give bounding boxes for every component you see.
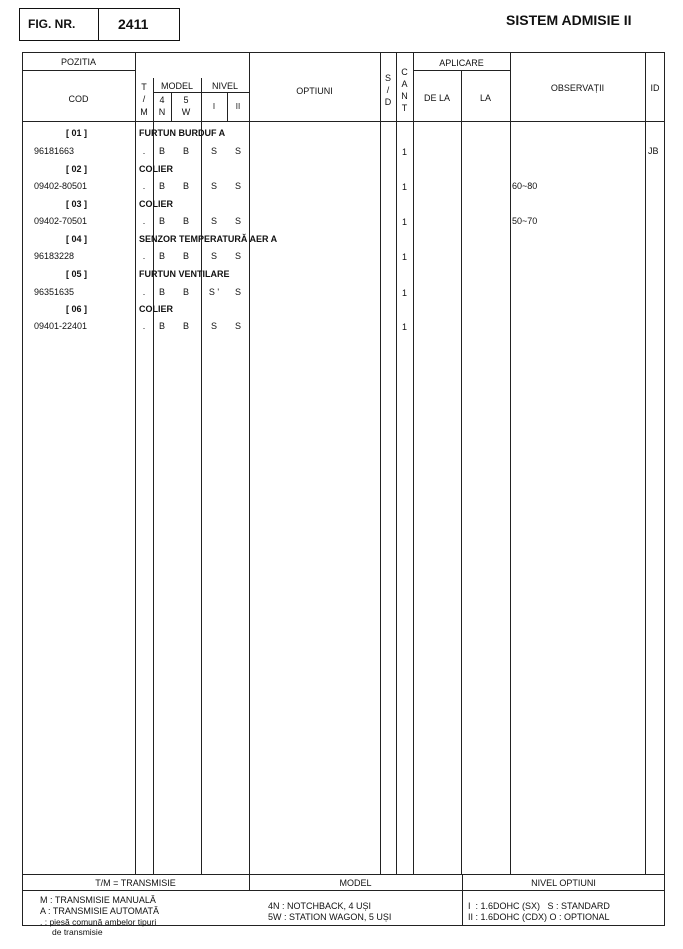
item-nivel-ii: S	[234, 287, 241, 297]
legend-tm-title: T/M = TRANSMISIE	[95, 878, 176, 888]
header-optiuni: OPTIUNI	[296, 86, 333, 96]
item-code: 96183228	[34, 251, 75, 261]
figure-label: FIG. NR.	[28, 17, 76, 31]
legend-model-line: 5W : STATION WAGON, 5 UȘI	[268, 912, 392, 922]
item-qty: 1	[401, 217, 407, 227]
item-nivel-ii: S	[234, 181, 241, 191]
col-divider-la	[510, 52, 511, 874]
header-cant-a: A	[401, 79, 408, 89]
item-model-5w: B	[182, 321, 189, 331]
item-id: JB	[648, 146, 659, 156]
header-sd-slash: /	[386, 85, 390, 95]
header-nivel-ii: II	[235, 102, 241, 111]
figure-number: 2411	[118, 16, 149, 32]
legend-nivel-line: II : 1.6DOHC (CDX) O : OPTIONAL	[468, 912, 610, 922]
header-cant-c: C	[401, 67, 408, 77]
parts-table	[22, 52, 665, 926]
item-nivel-i: S	[210, 251, 217, 261]
header-model: MODEL	[160, 81, 193, 91]
item-nivel-i: S	[210, 216, 217, 226]
item-obs: 60~80	[512, 181, 538, 191]
item-model-4n: B	[158, 321, 165, 331]
legend-tm-line: de transmisie	[52, 927, 103, 937]
item-name: COLIER	[139, 199, 174, 209]
item-name: SENZOR TEMPERATURĂ AER A	[139, 234, 278, 244]
item-nivel-ii: S	[234, 146, 241, 156]
header-model-5w-5: 5	[183, 95, 189, 105]
item-tm: .	[142, 181, 146, 191]
col-divider-sd	[396, 52, 397, 874]
item-name: FURTUN BURDUF A	[139, 128, 226, 138]
item-code: 09402-80501	[34, 181, 88, 191]
legend-title-rule	[22, 890, 665, 891]
item-nivel-i: S	[210, 321, 217, 331]
figure-box-divider	[98, 9, 99, 40]
header-tm-m: M	[140, 107, 148, 117]
item-pos: [ 05 ]	[66, 269, 88, 279]
header-rule-pozitia	[22, 70, 135, 71]
item-model-4n: B	[158, 287, 165, 297]
col-divider-nivel	[249, 52, 250, 890]
col-divider-dela	[461, 70, 462, 874]
col-divider-cod	[135, 52, 136, 874]
item-model-5w: B	[182, 287, 189, 297]
item-nivel-i: S '	[208, 287, 220, 297]
header-model-4n-4: 4	[159, 95, 165, 105]
item-code: 09401-22401	[34, 321, 88, 331]
col-divider-cant	[413, 52, 414, 874]
legend-model-title: MODEL	[339, 878, 372, 888]
header-pozitia: POZITIA	[60, 57, 96, 67]
header-observatii: OBSERVAȚII	[550, 83, 605, 93]
item-nivel-i: S	[210, 181, 217, 191]
item-name: COLIER	[139, 304, 174, 314]
item-pos: [ 02 ]	[66, 164, 88, 174]
legend-nivel-line: I : 1.6DOHC (SX) S : STANDARD	[468, 901, 610, 911]
header-model-5w-w: W	[181, 107, 191, 117]
item-qty: 1	[401, 182, 407, 192]
legend-tm-line: . : piesă comună ambelor tipuri	[40, 917, 157, 927]
header-nivel-i: I	[212, 102, 216, 111]
item-model-4n: B	[158, 146, 165, 156]
item-code: 96351635	[34, 287, 75, 297]
header-la: LA	[479, 93, 491, 103]
header-tm-t: T	[141, 82, 147, 92]
col-divider-optiuni	[380, 52, 381, 874]
item-nivel-ii: S	[234, 321, 241, 331]
legend-nivel-title: NIVEL OPTIUNI	[531, 878, 596, 888]
item-nivel-i: S	[210, 146, 217, 156]
legend-model-line: 4N : NOTCHBACK, 4 UȘI	[268, 901, 372, 911]
legend-tm-line: M : TRANSMISIE MANUALĂ	[40, 895, 156, 905]
item-name: FURTUN VENTILARE	[139, 269, 230, 279]
item-tm: .	[142, 321, 146, 331]
item-code: 96181663	[34, 146, 75, 156]
item-model-5w: B	[182, 216, 189, 226]
header-de-la: DE LA	[423, 93, 450, 103]
col-divider-observatii	[645, 52, 646, 874]
item-model-5w: B	[182, 181, 189, 191]
item-tm: .	[142, 287, 146, 297]
item-model-5w: B	[182, 146, 189, 156]
item-pos: [ 04 ]	[66, 234, 88, 244]
header-cod: COD	[68, 94, 89, 104]
item-model-4n: B	[158, 216, 165, 226]
item-obs: 50~70	[512, 216, 538, 226]
page-title: SISTEM ADMISIE II	[506, 12, 632, 28]
item-tm: .	[142, 251, 146, 261]
item-code: 09402-70501	[34, 216, 88, 226]
item-model-5w: B	[182, 251, 189, 261]
figure-number-box	[19, 8, 180, 41]
item-tm: .	[142, 216, 146, 226]
col-divider-tm	[153, 78, 154, 874]
col-divider-model	[201, 78, 202, 874]
item-model-4n: B	[158, 181, 165, 191]
item-nivel-ii: S	[234, 251, 241, 261]
header-cant-t: T	[401, 103, 408, 113]
header-bottom-rule	[22, 121, 665, 122]
item-qty: 1	[401, 252, 407, 262]
header-cant-n: N	[401, 91, 408, 101]
item-qty: 1	[401, 322, 407, 332]
item-tm: .	[142, 146, 146, 156]
header-aplicare: APLICARE	[439, 58, 484, 68]
legend-tm-line: A : TRANSMISIE AUTOMATĂ	[40, 906, 160, 916]
header-sd-d: D	[384, 97, 392, 107]
legend-top-rule	[22, 874, 665, 875]
item-pos: [ 06 ]	[66, 304, 88, 314]
item-pos: [ 03 ]	[66, 199, 88, 209]
item-pos: [ 01 ]	[66, 128, 88, 138]
header-tm-slash: /	[142, 94, 146, 104]
header-sd-s: S	[384, 73, 391, 83]
item-nivel-ii: S	[234, 216, 241, 226]
header-nivel: NIVEL	[211, 81, 238, 91]
header-id: ID	[650, 83, 660, 93]
item-model-4n: B	[158, 251, 165, 261]
item-qty: 1	[401, 288, 407, 298]
item-name: COLIER	[139, 164, 174, 174]
header-model-4n-n: N	[158, 107, 166, 117]
item-qty: 1	[401, 147, 407, 157]
